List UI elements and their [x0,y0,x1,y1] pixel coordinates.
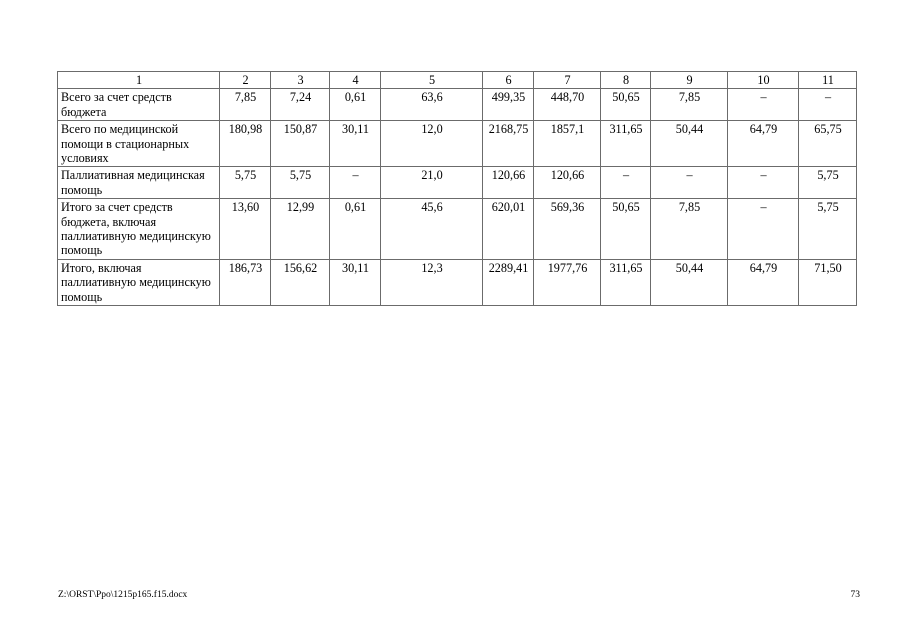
table-cell: 7,24 [271,89,330,121]
header-cell: 9 [651,72,728,89]
table-cell: – [799,89,857,121]
table-header-row [58,72,857,89]
table-cell: 120,66 [483,167,534,199]
table-cell: 12,0 [381,121,483,167]
row-label: Паллиативная медицинская помощь [58,167,220,199]
table-cell: 12,3 [381,259,483,305]
table-cell: 12,99 [271,199,330,260]
table-cell: 499,35 [483,89,534,121]
table-cell: – [728,167,799,199]
table-cell: 156,62 [271,259,330,305]
table-cell: 50,44 [651,121,728,167]
table-cell: 65,75 [799,121,857,167]
table-cell: 2289,41 [483,259,534,305]
header-cell: 6 [483,72,534,89]
table-cell: 5,75 [220,167,271,199]
table-cell: – [728,89,799,121]
table-cell: 180,98 [220,121,271,167]
row-label: Итого за счет средств бюджета, включая паллиативную медицинскую помощь [58,199,220,260]
table-cell: 13,60 [220,199,271,260]
table-cell: – [651,167,728,199]
table-cell: 5,75 [799,199,857,260]
table-row [58,121,857,167]
table-cell: 120,66 [534,167,601,199]
table-cell: 311,65 [601,121,651,167]
table-cell: 7,85 [651,199,728,260]
table-cell: 186,73 [220,259,271,305]
table-cell: 448,70 [534,89,601,121]
table-cell: 5,75 [799,167,857,199]
header-cell: 4 [330,72,381,89]
row-label: Всего по медицинской помощи в стационарных условиях [58,121,220,167]
table-cell: 64,79 [728,259,799,305]
table-cell: 30,11 [330,259,381,305]
table-cell: 5,75 [271,167,330,199]
row-label: Итого, включая паллиативную медицинскую помощь [58,259,220,305]
table-cell: 7,85 [651,89,728,121]
table-cell: 50,44 [651,259,728,305]
footer-page-number: 73 [850,590,860,600]
table-cell: 45,6 [381,199,483,260]
header-cell: 7 [534,72,601,89]
table-cell: 620,01 [483,199,534,260]
table-cell: 71,50 [799,259,857,305]
table-row [58,259,857,305]
table-cell: 1857,1 [534,121,601,167]
table-cell: 30,11 [330,121,381,167]
table-cell: 50,65 [601,199,651,260]
table-cell: – [601,167,651,199]
table-cell: 2168,75 [483,121,534,167]
header-cell: 10 [728,72,799,89]
table-cell: 0,61 [330,199,381,260]
table-row [58,167,857,199]
table-cell: 64,79 [728,121,799,167]
table-cell: 1977,76 [534,259,601,305]
header-cell: 8 [601,72,651,89]
header-cell: 3 [271,72,330,89]
table-cell: 0,61 [330,89,381,121]
table-cell: 150,87 [271,121,330,167]
table-cell: 311,65 [601,259,651,305]
table-row [58,89,857,121]
header-cell: 1 [58,72,220,89]
table-cell: – [330,167,381,199]
header-cell: 11 [799,72,857,89]
table-cell: 63,6 [381,89,483,121]
table-cell: 50,65 [601,89,651,121]
table-cell: – [728,199,799,260]
header-cell: 5 [381,72,483,89]
header-cell: 2 [220,72,271,89]
row-label: Всего за счет средств бюджета [58,89,220,121]
table-cell: 21,0 [381,167,483,199]
footer-file-path: Z:\ORST\Ppo\1215p165.f15.docx [58,590,188,600]
table-cell: 7,85 [220,89,271,121]
data-table [57,71,857,306]
table-row [58,199,857,260]
table-cell: 569,36 [534,199,601,260]
